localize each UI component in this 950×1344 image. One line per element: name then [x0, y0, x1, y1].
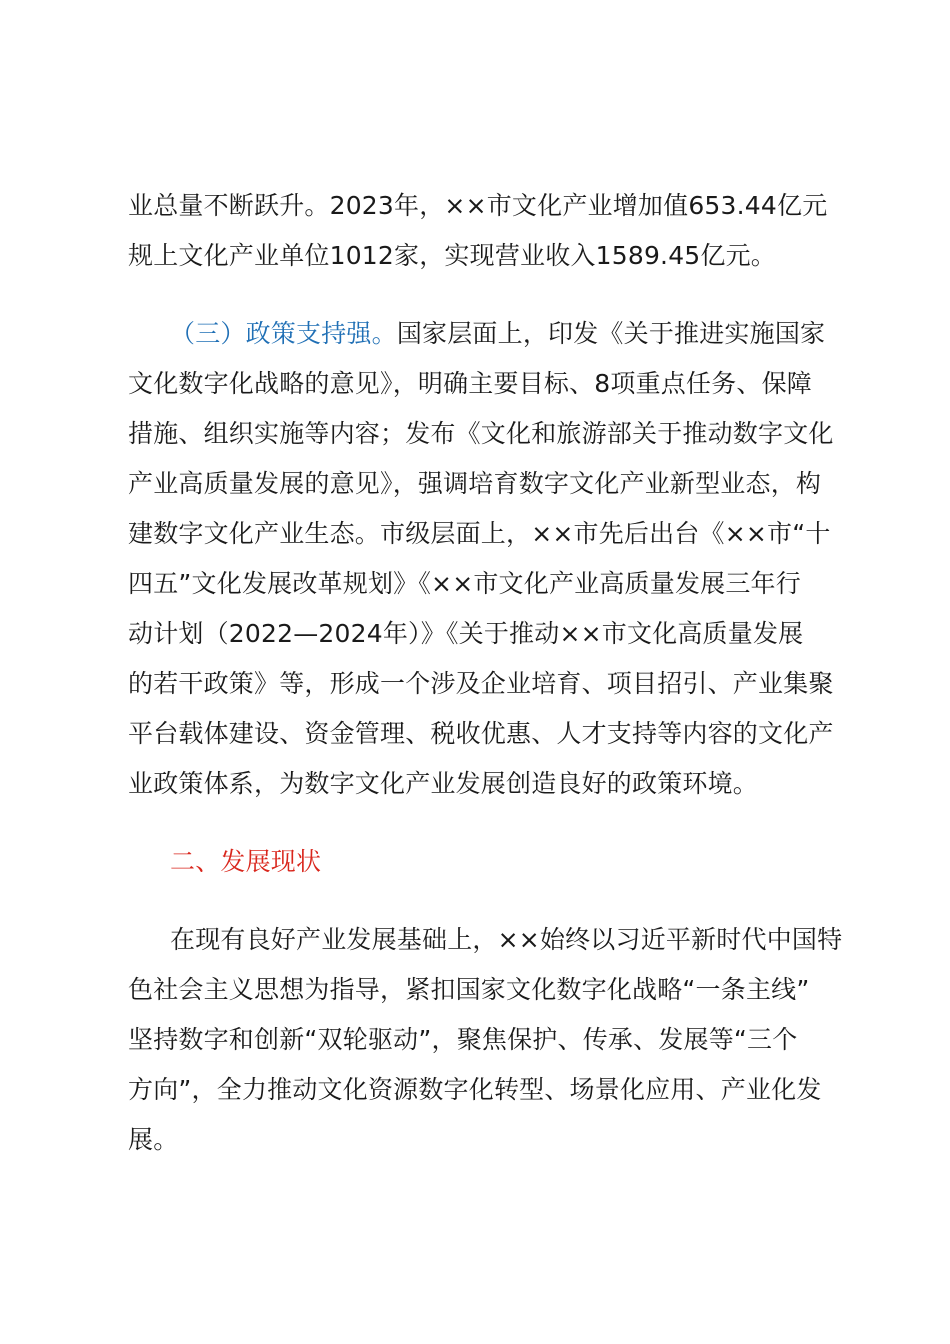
- status-line-5: 展。: [128, 1125, 179, 1154]
- section-heading-status: 二、发展现状: [170, 847, 322, 876]
- policy-line-6: 四五”文化发展改革规划》《××市文化产业高质量发展三年行: [128, 569, 801, 598]
- policy-line-10: 业政策体系，为数字文化产业发展创造良好的政策环境。: [128, 769, 759, 798]
- status-line-2: 色社会主义思想为指导，紧扣国家文化数字化战略“一条主线”: [128, 975, 810, 1004]
- intro-line-1: 业总量不断跃升。2023年，××市文化产业增加值653.44亿元: [128, 191, 828, 220]
- policy-line-3: 措施、组织实施等内容；发布《文化和旅游部关于推动数字文化: [128, 419, 834, 448]
- policy-line-5: 建数字文化产业生态。市级层面上，××市先后出台《××市“十: [128, 519, 831, 548]
- policy-line-9: 平台载体建设、资金管理、税收优惠、人才支持等内容的文化产: [128, 719, 834, 748]
- policy-line-2: 文化数字化战略的意见》，明确主要目标、8项重点任务、保障: [128, 369, 813, 398]
- policy-subheading: （三）政策支持强。: [170, 319, 397, 348]
- policy-first-line: [170, 316, 825, 352]
- status-line-3: 坚持数字和创新“双轮驱动”，聚焦保护、传承、发展等“三个: [128, 1025, 798, 1054]
- intro-line-2: 规上文化产业单位1012家，实现营业收入1589.45亿元。: [128, 241, 777, 270]
- status-line-1: 在现有良好产业发展基础上，××始终以习近平新时代中国特: [170, 925, 843, 954]
- status-line-4: 方向”，全力推动文化资源数字化转型、场景化应用、产业化发: [128, 1075, 822, 1104]
- policy-line-8: 的若干政策》等，形成一个涉及企业培育、项目招引、产业集聚: [128, 669, 834, 698]
- policy-line-7: 动计划（2022—2024年）》《关于推动××市文化高质量发展: [128, 619, 804, 648]
- policy-first-line-text: 国家层面上，印发《关于推进实施国家: [396, 319, 826, 348]
- policy-line-4: 产业高质量发展的意见》，强调培育数字文化产业新型业态，构: [128, 469, 822, 498]
